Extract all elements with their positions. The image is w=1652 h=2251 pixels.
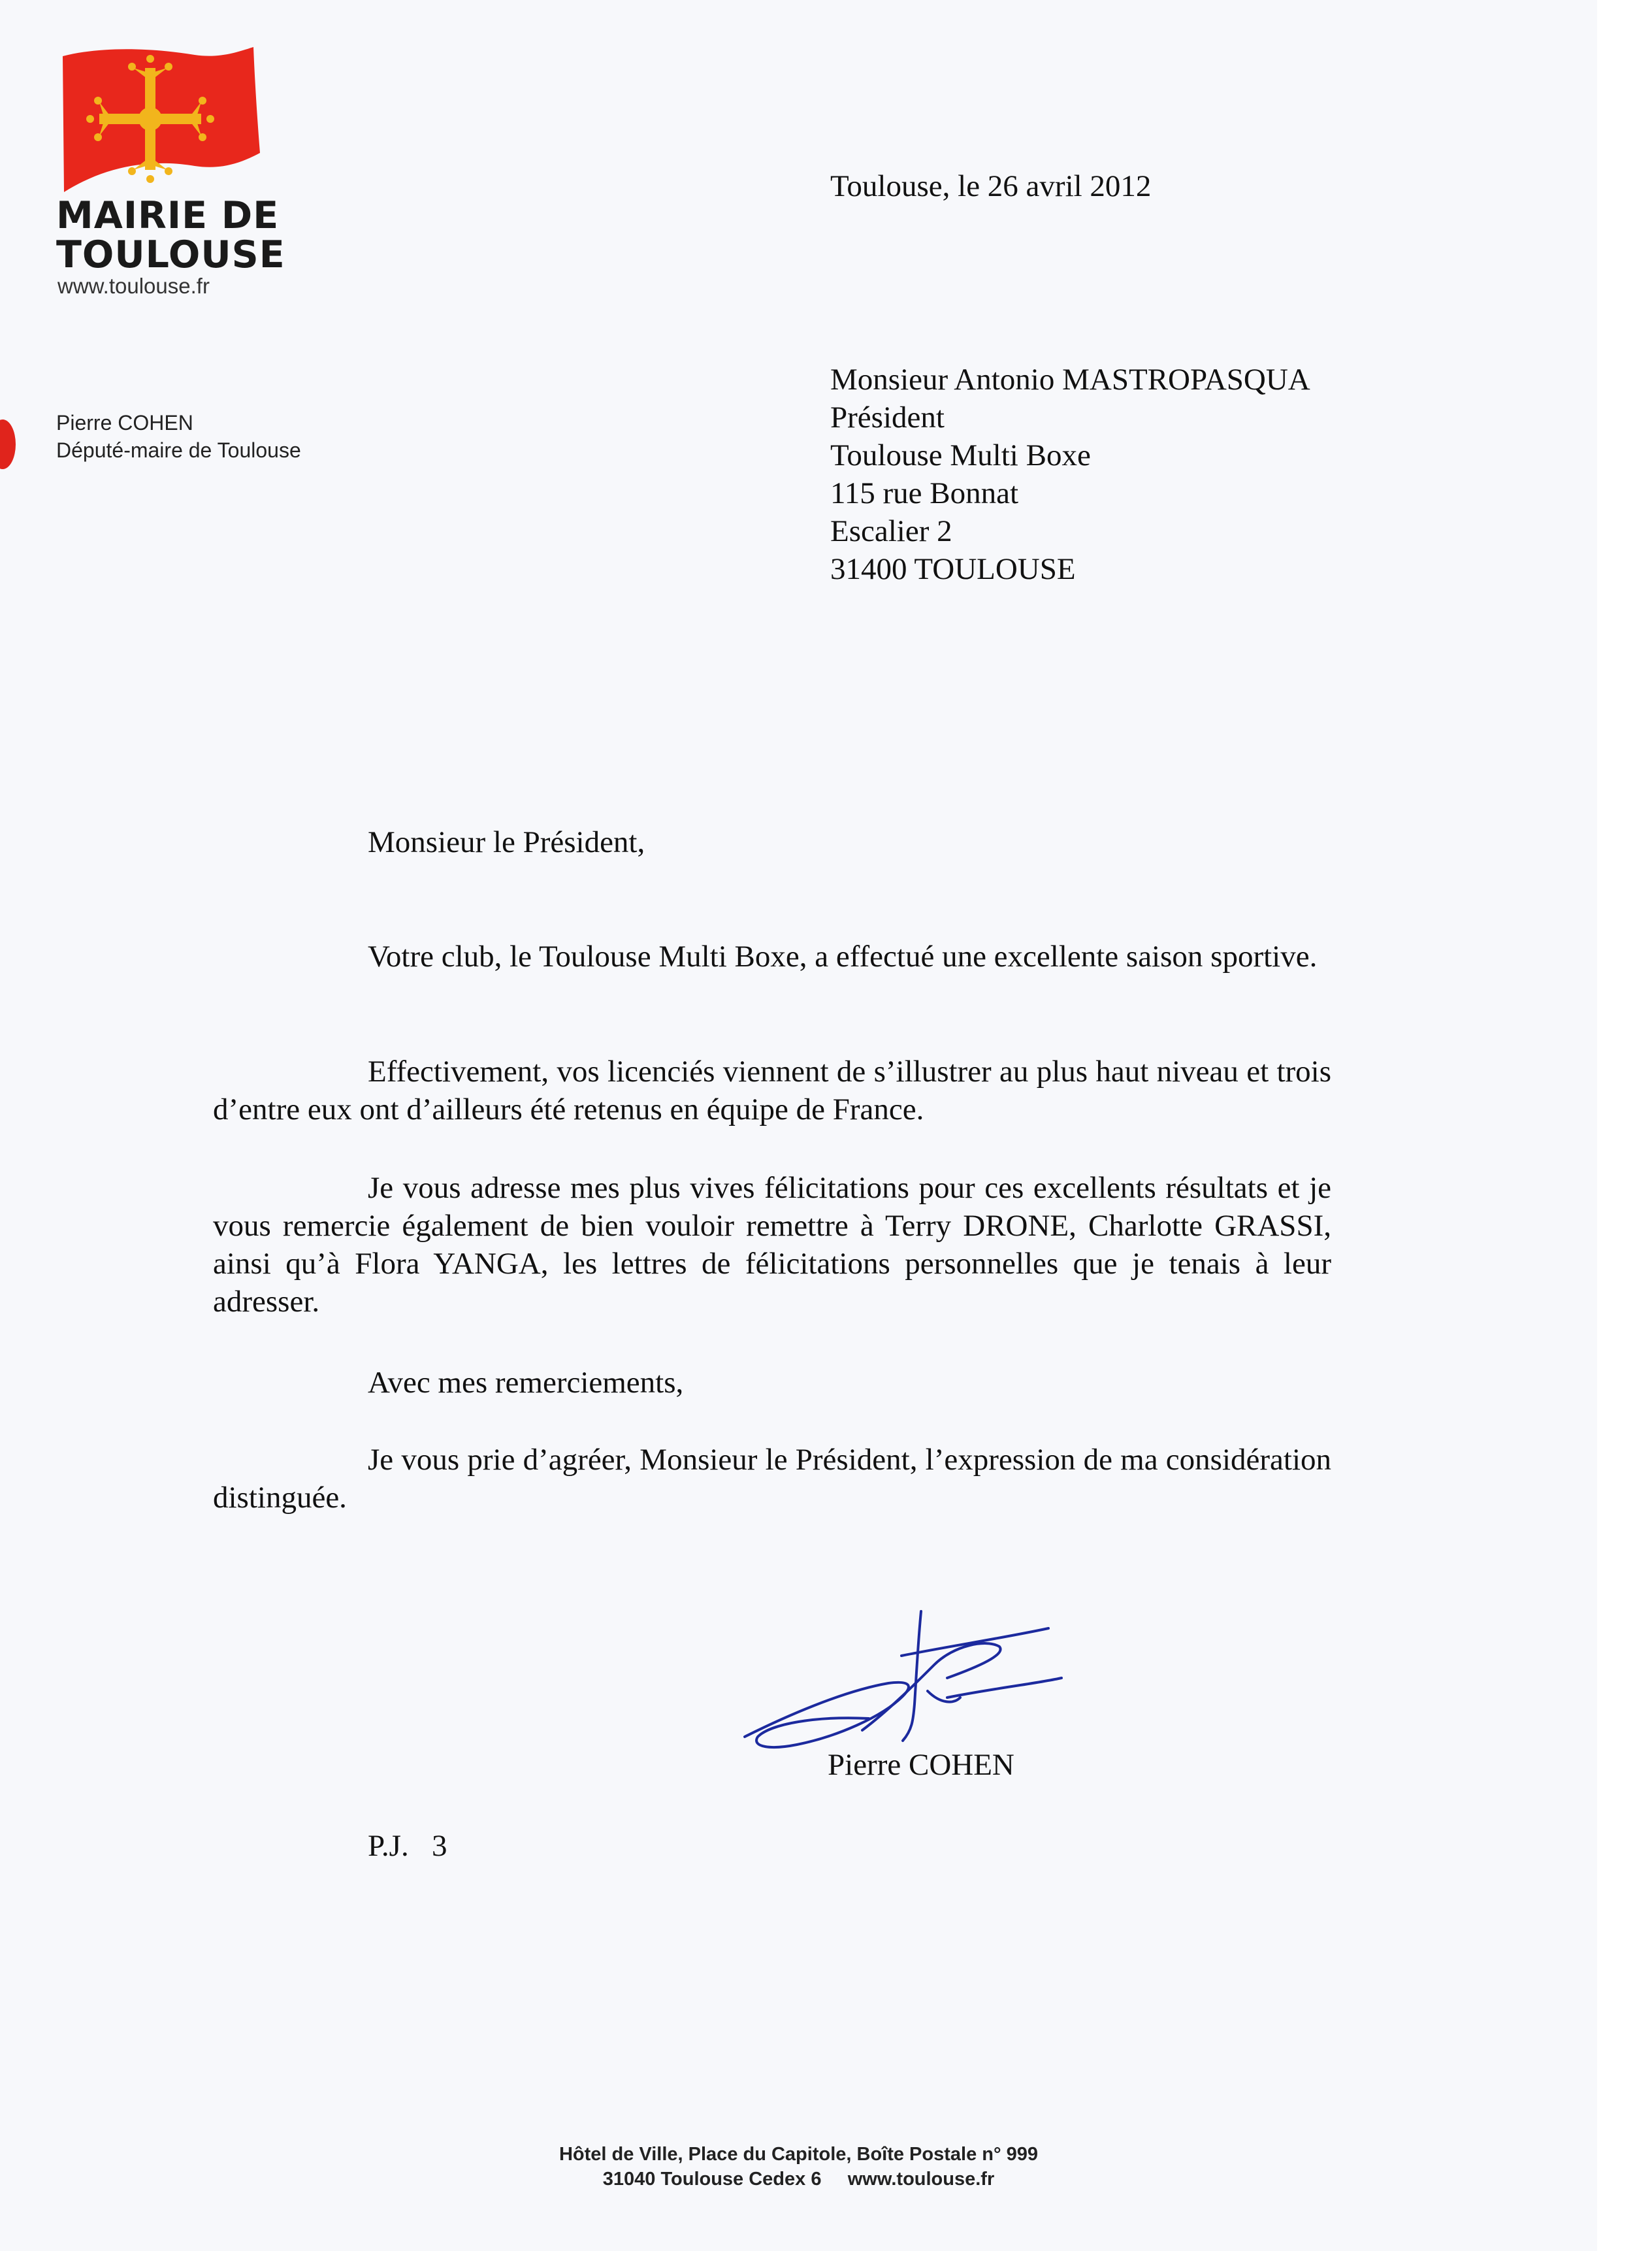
paragraph-1: Votre club, le Toulouse Multi Boxe, a effectué une excellente saison sportive. xyxy=(368,940,1318,974)
recipient-line: 115 rue Bonnat xyxy=(830,476,1019,510)
paragraph-2: Effectivement, vos licenciés viennent de s’illustrer au plus haut niveau et trois d’entre eux ont d’ailleurs été retenus en équipe de France. xyxy=(213,1055,1331,1126)
recipient-line: Toulouse Multi Boxe xyxy=(830,438,1091,472)
sender-block xyxy=(56,409,301,464)
letter-date: Toulouse, le 26 avril 2012 xyxy=(830,169,1152,203)
letterhead-line-1: MAIRIE DE xyxy=(56,194,280,237)
handwritten-signature xyxy=(732,1606,1071,1763)
recipient-line: Monsieur Antonio MASTROPASQUA xyxy=(830,363,1310,397)
footer-address xyxy=(0,2142,1597,2192)
signatory-name: Pierre COHEN xyxy=(828,1748,1014,1782)
paragraph-4: Avec mes remerciements, xyxy=(368,1366,684,1400)
sender-title: Député-maire de Toulouse xyxy=(56,438,301,462)
letterhead-website: www.toulouse.fr xyxy=(57,274,210,298)
recipient-address xyxy=(830,361,1310,588)
recipient-line: Président xyxy=(830,401,945,435)
letterhead-title xyxy=(56,196,285,274)
scan-margin xyxy=(1597,0,1652,2251)
enclosures: P.J. 3 xyxy=(368,1829,447,1863)
salutation: Monsieur le Président, xyxy=(368,825,645,859)
paragraph-5: Je vous prie d’agréer, Monsieur le Président, l’expression de ma considération distinguée. xyxy=(213,1443,1331,1515)
footer-line-1: Hôtel de Ville, Place du Capitole, Boîte Postale n° 999 xyxy=(559,2144,1039,2165)
letterhead-line-2: TOULOUSE xyxy=(56,233,285,276)
paragraph-3: Je vous adresse mes plus vives félicitations pour ces excellents résultats et je vous remercie également de bien vouloir remettre à Terry DRONE, Charlotte GRASSI, ainsi qu’à Flora YANGA, les lettres de félicitations personnelles que je tenais à leur adresser. xyxy=(213,1171,1331,1319)
sender-name: Pierre COHEN xyxy=(56,411,193,435)
footer-line-2: 31040 Toulouse Cedex 6 www.toulouse.fr xyxy=(602,2169,995,2190)
recipient-line: 31400 TOULOUSE xyxy=(830,552,1076,586)
recipient-line: Escalier 2 xyxy=(830,514,952,548)
occitan-cross-flag-logo xyxy=(57,42,261,199)
